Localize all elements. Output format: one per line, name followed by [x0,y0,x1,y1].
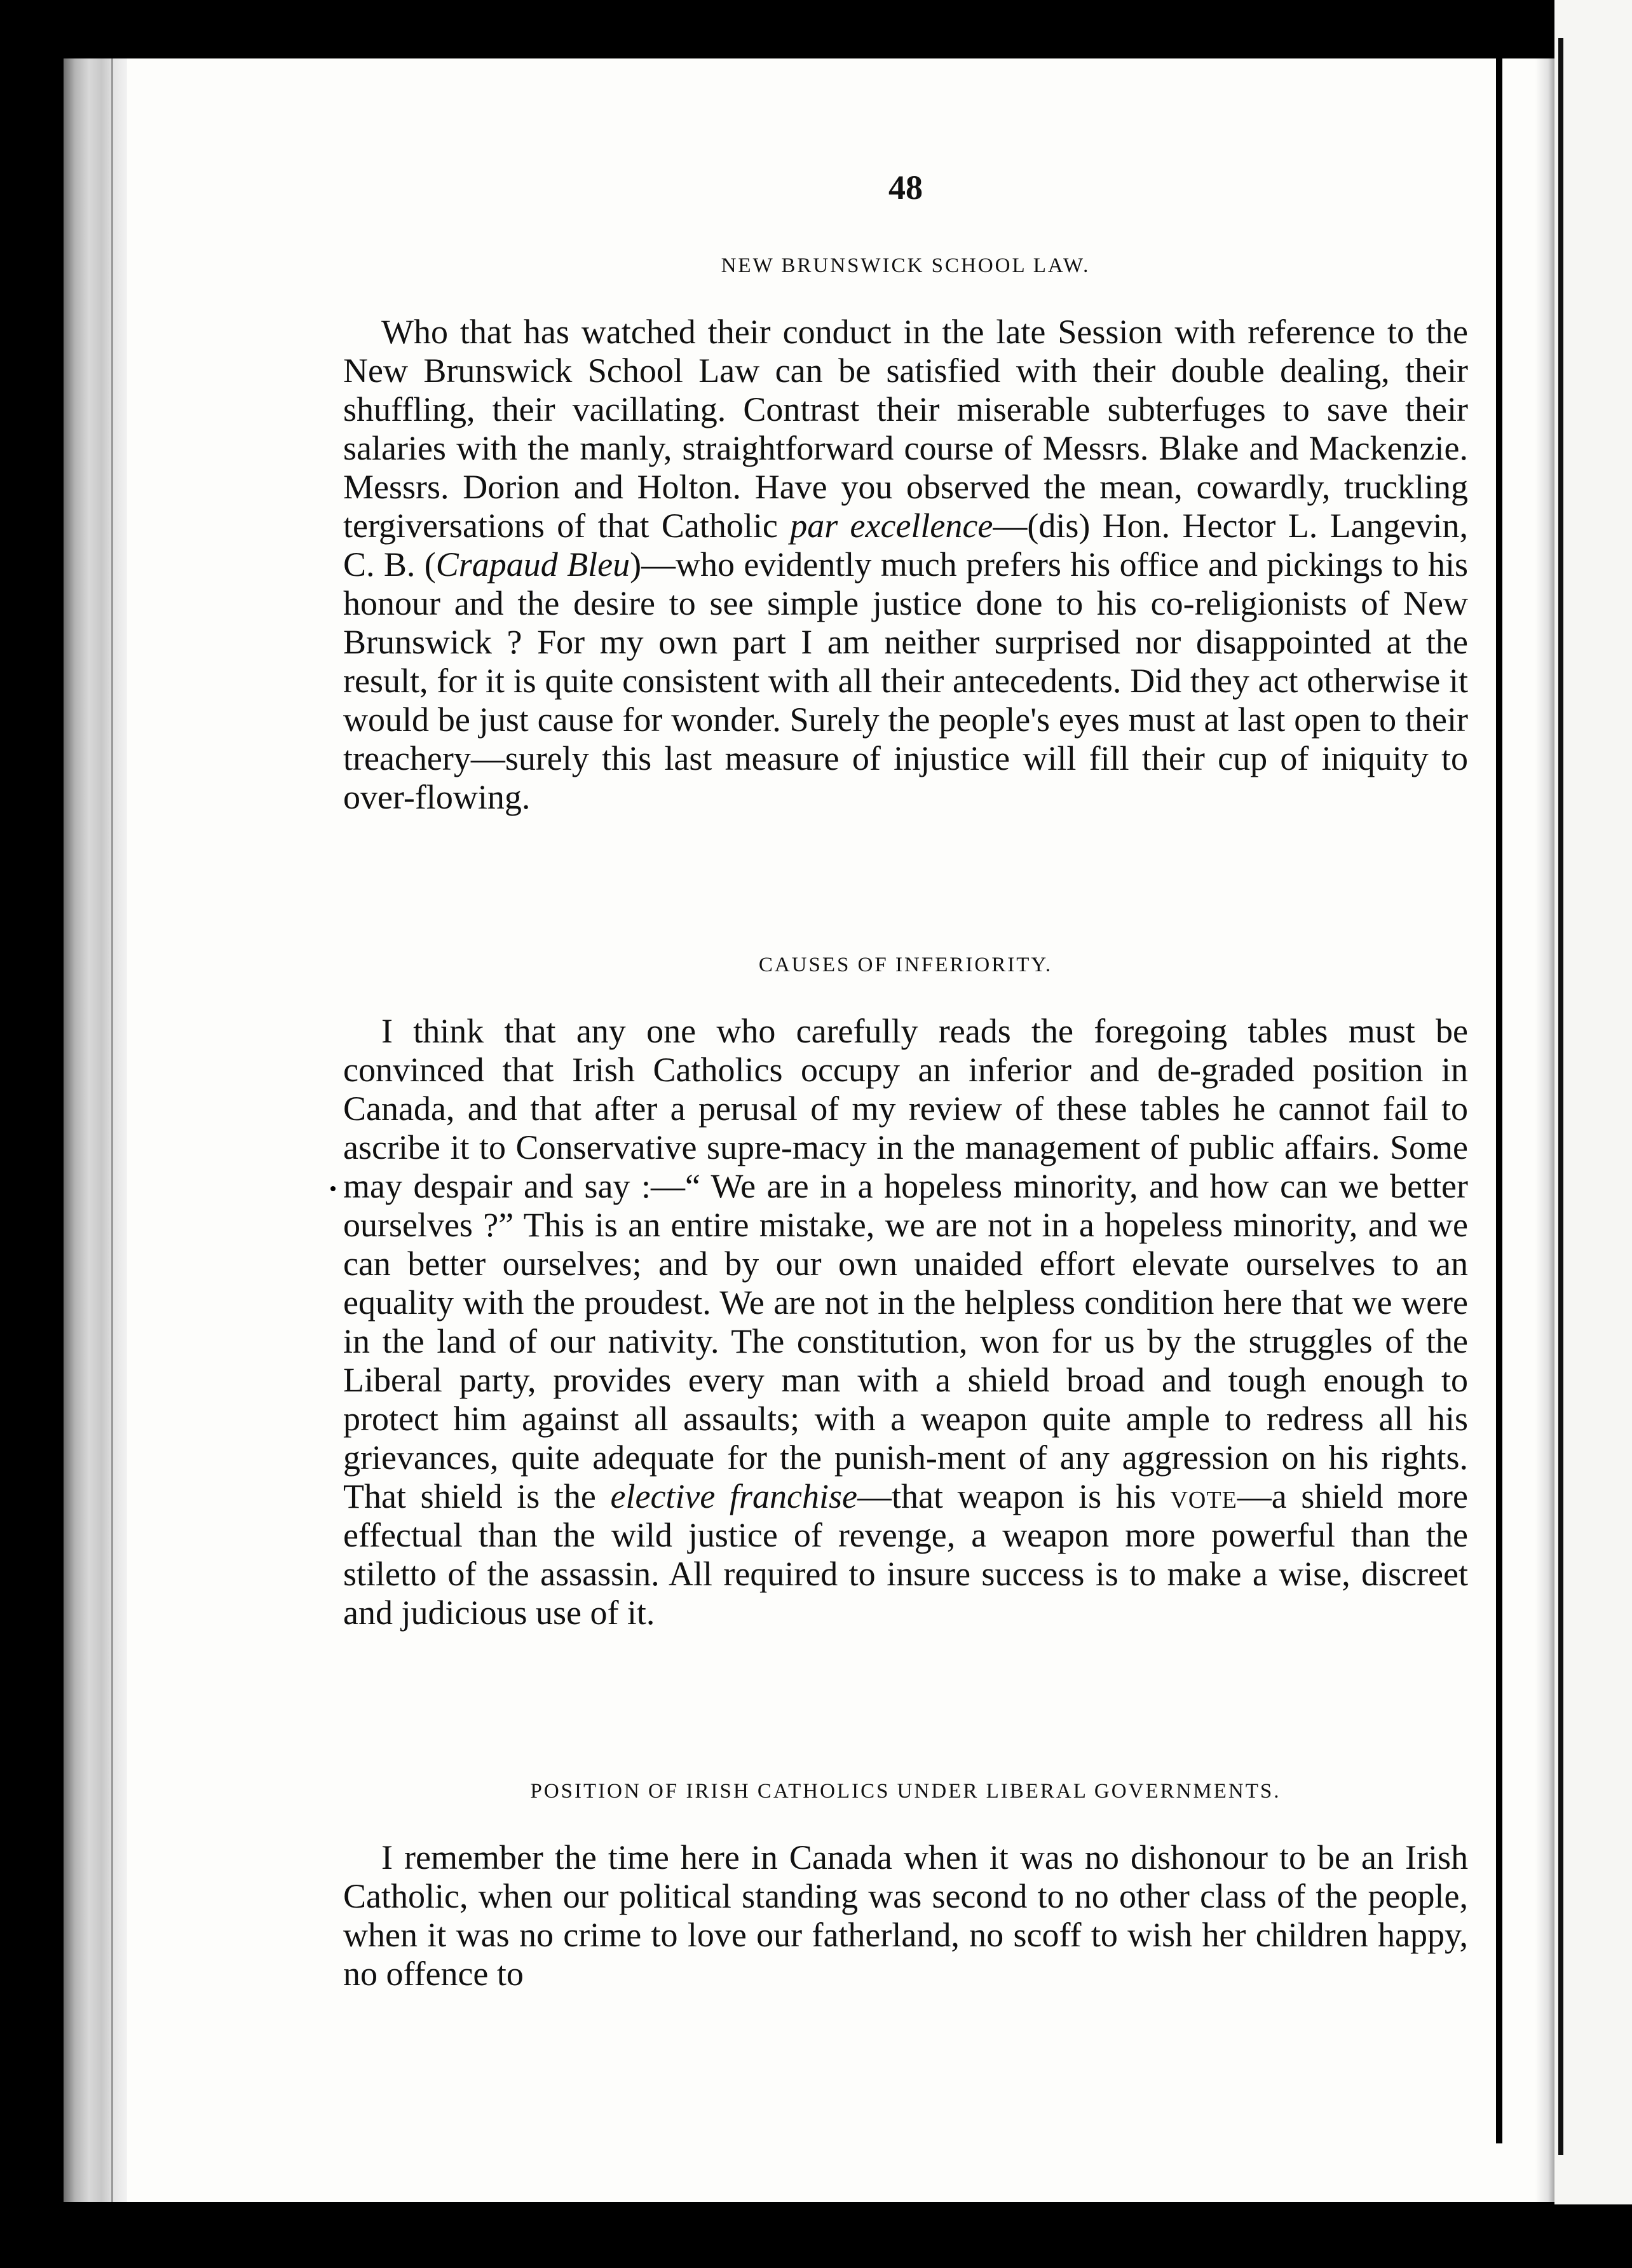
text-run: Who that has watched their conduct in the late Session with reference to the New Brunswick School Law can be satisfied with their double dealing, their shuffling, their vacillating. Contrast their miserable subterfuges to save their salaries with the manly, straightforward course of Messrs. Blake and Mackenzie. Messrs. Dorion and Holton. Have you observed the mean, cowardly, truckling tergiversations of that Catholic [343,313,1468,545]
text-run: —that weapon is his [857,1477,1171,1515]
heading-position-of-irish-catholics: POSITION OF IRISH CATHOLICS UNDER LIBERAL GOVERNMENTS. [530,1780,1281,1803]
text-run: I think that any one who carefully reads the foregoing tables must be convinced that Irish Catholics occupy an inferior and de-graded position in Canada, and that after a perusal of my review of these tables he cannot fail to ascribe it to Conservative supre-macy in the management of public affairs. Some may despair and say :—“ We are in a hopeless minority, and how can we better ourselves ?” This is an entire mistake, we are not in a hopeless minority, and we can better ourselves; and by our own unaided effort elevate ourselves to an equality with the proudest. We are not in the helpless condition here that we were in the land of our nativity. The constitution, won for us by the struggles of the Liberal party, provides every man with a shield broad and tough enough to protect him against all assaults; with a weapon quite ample to redress all his grievances, quite adequate for the punish-ment of any aggression on his rights. That shield is the [343,1012,1468,1515]
paragraph-position-of-irish-catholics [343,1838,1468,1993]
text-run: I remember the time here in Canada when it was no dishonour to be an Irish Catholic, when our political standing was second to no other class of the people, when it was no crime to love our fatherland, no scoff to wish her children happy, no offence to [343,1838,1468,1993]
page-number: 48 [888,168,923,207]
text-run-italic: Crapaud Bleu [435,545,630,584]
book-page [64,58,1561,2202]
heading-causes-of-inferiority: CAUSES OF INFERIORITY. [758,953,1053,976]
text-run-italic: elective franchise [610,1477,857,1515]
paragraph-causes-of-inferiority [343,1012,1468,1632]
heading-new-brunswick-school-law: NEW BRUNSWICK SCHOOL LAW. [721,254,1091,277]
facing-page-edge [1554,0,1632,2204]
facing-page-rule [1558,38,1563,2155]
scan-speck [5,1823,14,1832]
binding-shadow [1496,58,1502,2143]
text-run: )—who evidently much prefers his office and pickings to his honour and the desire to see simple justice done to his co-religionists of New Brunswick ? For my own part I am neither surprised nor disappointed at the result, for it is quite consistent with all their antecedents. Did they act otherwise it would be just cause for wonder. Surely the people's eyes must at last open to their treachery—surely this last measure of injustice will fill their cup of iniquity to over-flowing. [343,545,1468,816]
text-run-italic: par excellence [790,507,993,545]
scan-speck [330,1186,336,1191]
text-run: —(dis) Hon. Hector L. Langevin, C. B. ( [343,507,1468,584]
text-run: —a shield more effectual than the wild justice of revenge, a weapon more powerful than the stiletto of the assassin. All required to insure success is to make a wise, discreet and judicious use of it. [343,1477,1468,1632]
paragraph-new-brunswick-school-law [343,313,1468,817]
text-run-small-caps: vote [1170,1477,1237,1515]
page-stack-edge [64,58,127,2202]
